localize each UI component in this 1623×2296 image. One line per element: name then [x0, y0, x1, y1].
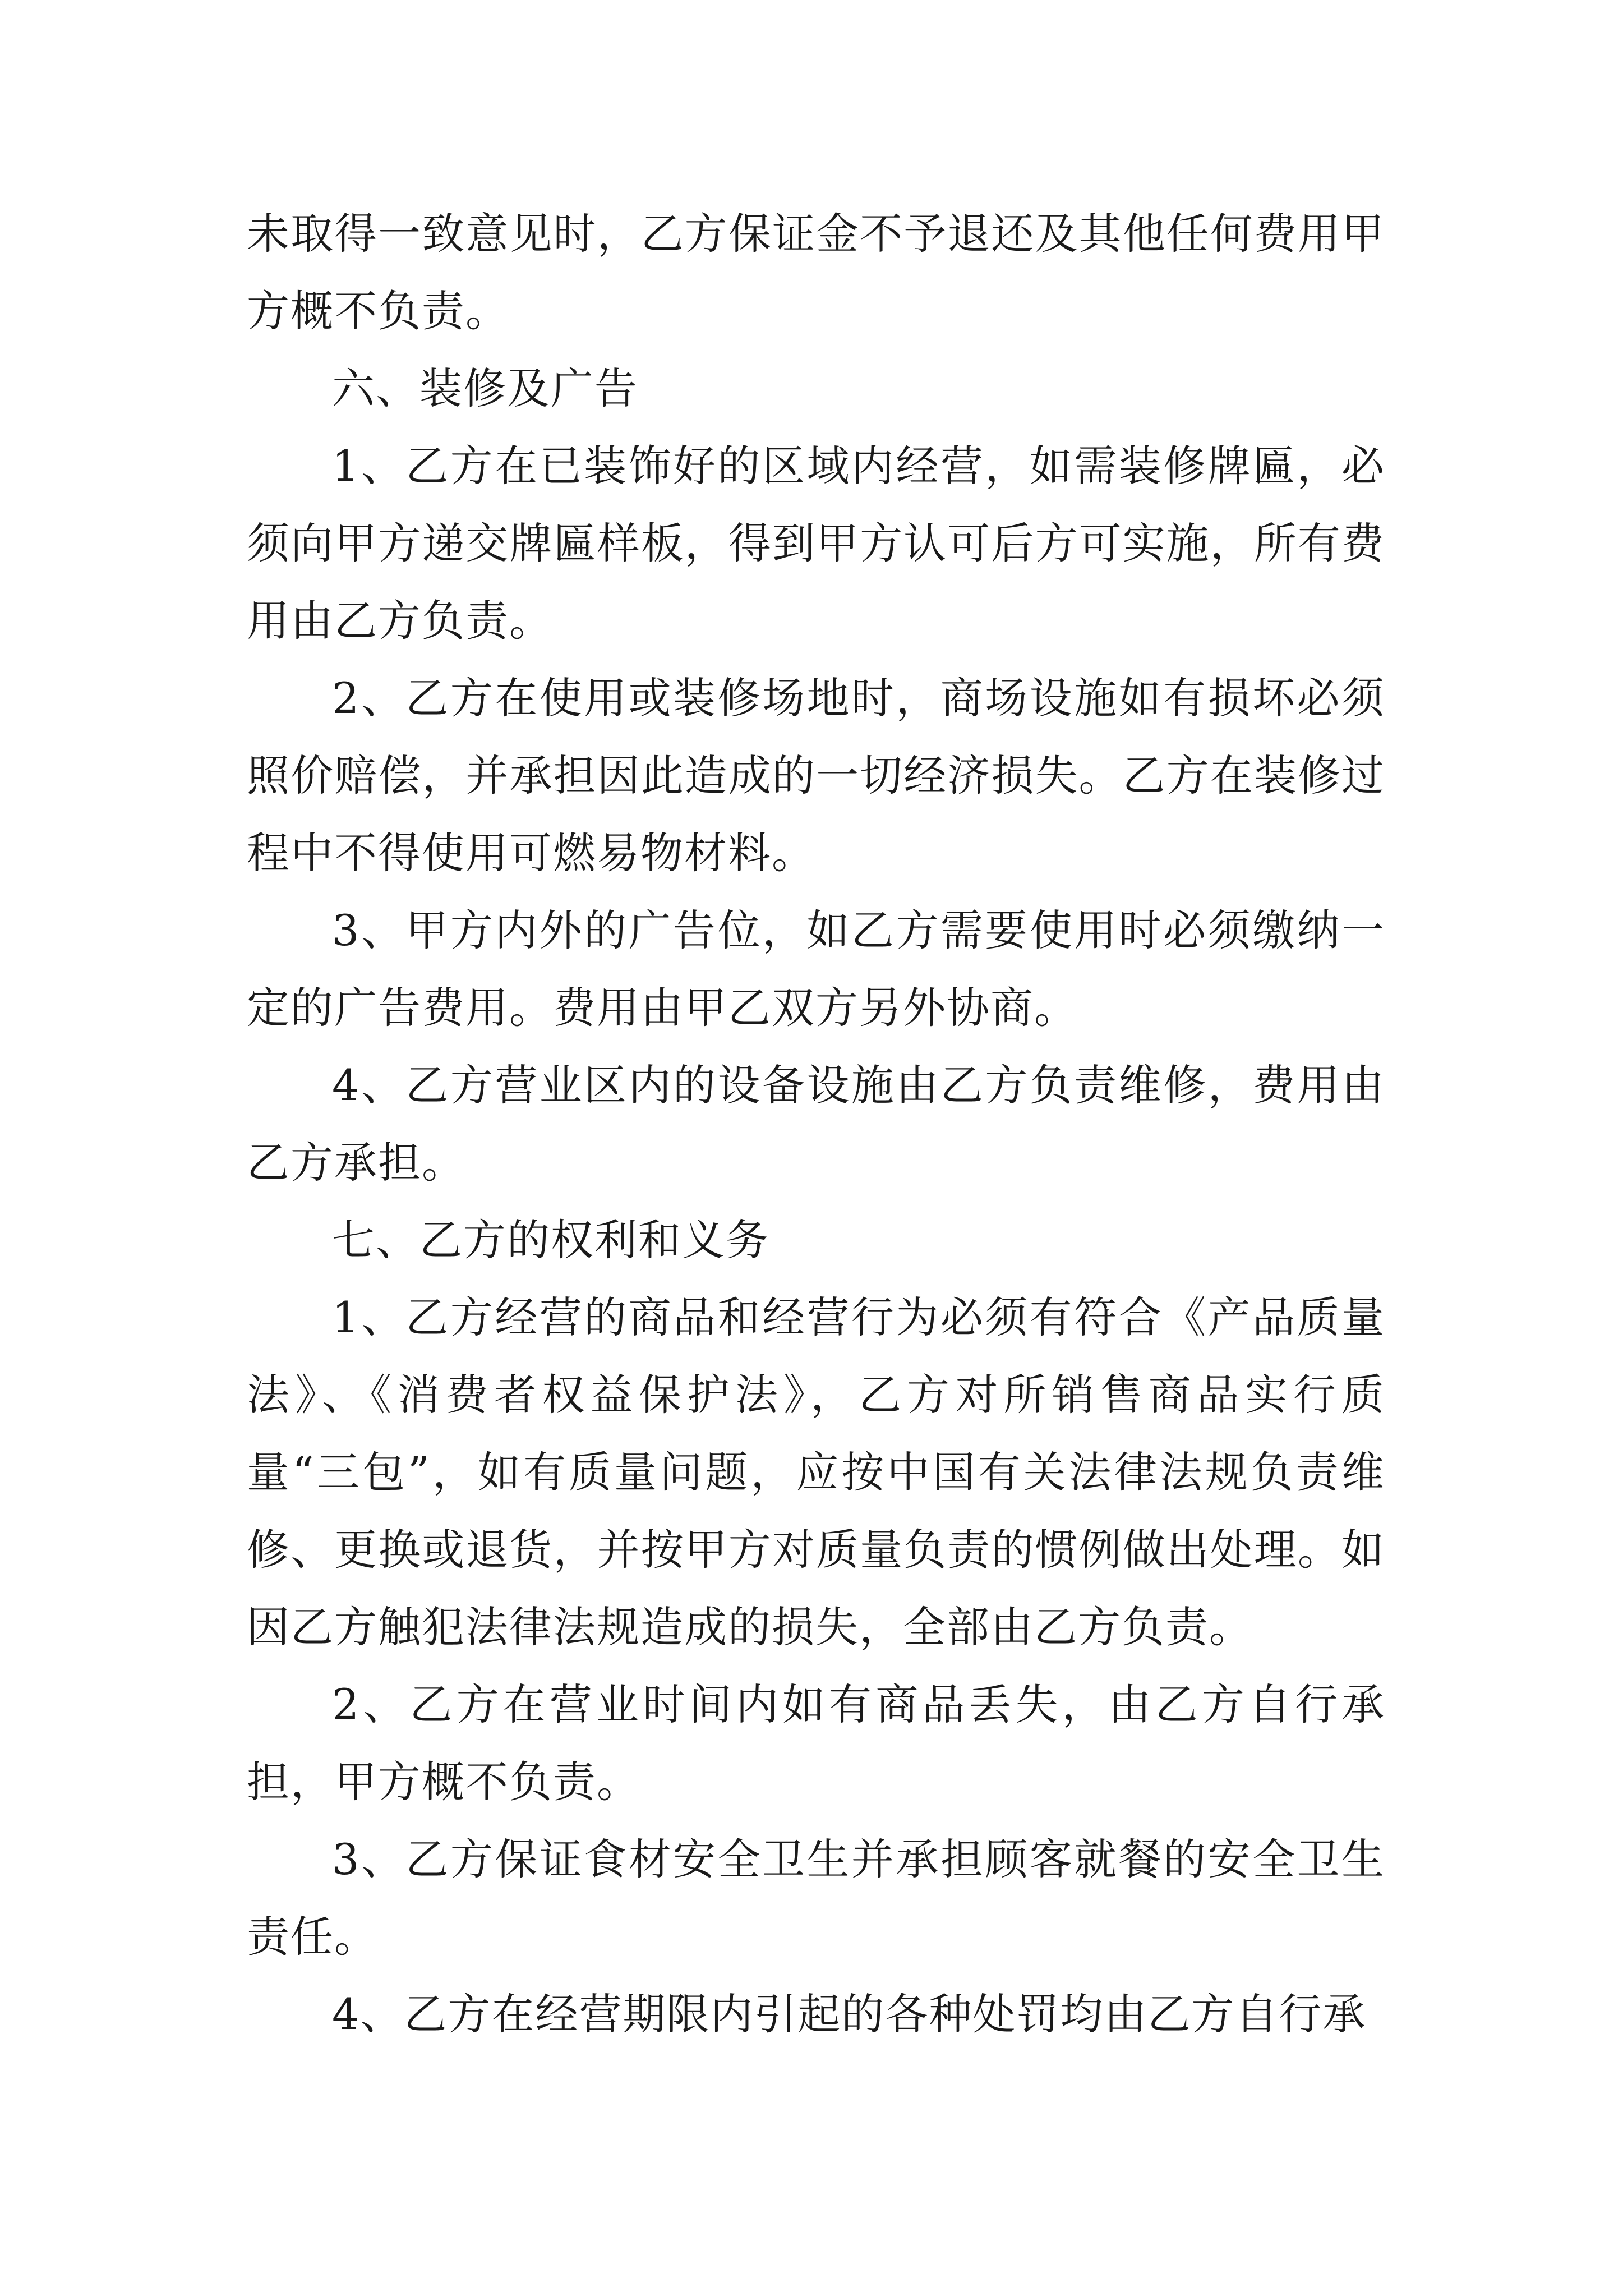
- clause-7-1: 1、乙方经营的商品和经营行为必须有符合《产品质量法》、《消费者权益保护法》，乙方对所销售商品实行质量“三包”，如有质量问题，应按中国有关法律法规负责维修、更换或退货，并按甲方对质量负责的惯例做出处理。如因乙方触犯法律法规造成的损失，全部由乙方负责。: [247, 1292, 1385, 1652]
- clause-6-4: 4、乙方营业区内的设备设施由乙方负责维修，费用由乙方承担。: [247, 1060, 1385, 1188]
- clause-7-2: 2、乙方在营业时间内如有商品丢失，由乙方自行承担，甲方概不负责。: [247, 1680, 1385, 1807]
- document-body: [247, 195, 1385, 2053]
- clause-6-3: 3、甲方内外的广告位，如乙方需要使用时必须缴纳一定的广告费用。费用由甲乙双方另外协商。: [247, 905, 1385, 1033]
- clause-7-4: 4、乙方在经营期限内引起的各种处罚均由乙方自行承: [332, 1989, 1367, 2039]
- section-heading-7: 七、乙方的权利和义务: [332, 1215, 769, 1265]
- clause-6-2: 2、乙方在使用或装修场地时，商场设施如有损坏必须照价赔偿，并承担因此造成的一切经济损失。乙方在装修过程中不得使用可燃易物材料。: [247, 673, 1385, 878]
- section-heading-6: 六、装修及广告: [332, 364, 638, 413]
- clause-6-1: 1、乙方在已装饰好的区域内经营，如需装修牌匾，必须向甲方递交牌匾样板，得到甲方认可后方可实施，所有费用由乙方负责。: [247, 441, 1385, 646]
- paragraph-continuation: 未取得一致意见时，乙方保证金不予退还及其他任何费用甲方概不负责。: [247, 209, 1385, 336]
- clause-7-3: 3、乙方保证食材安全卫生并承担顾客就餐的安全卫生责任。: [247, 1834, 1385, 1962]
